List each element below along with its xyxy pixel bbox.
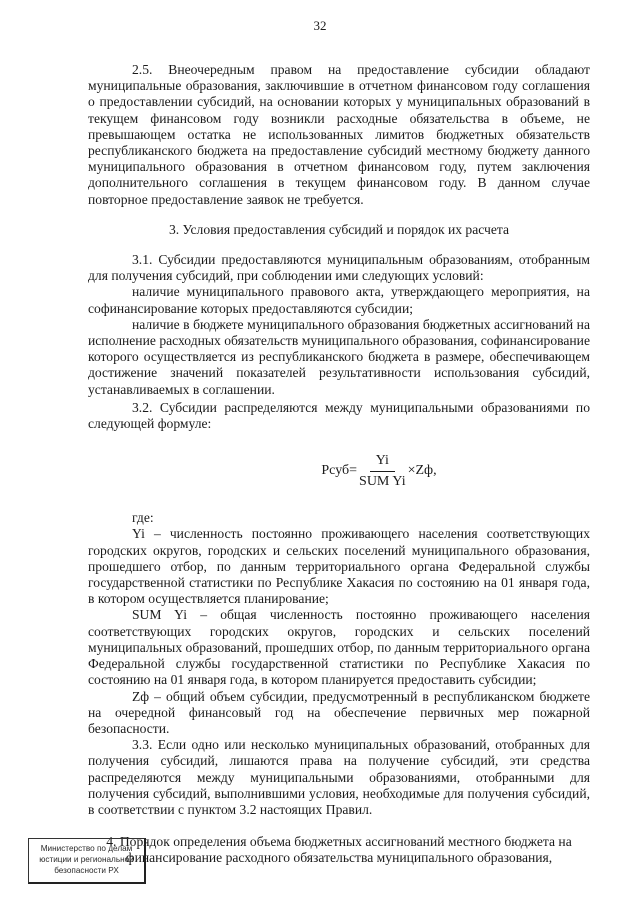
stamp-line-1: Министерство по делам [40,844,133,853]
section-3-heading: 3. Условия предоставления субсидий и порядок их расчета [168,221,510,237]
page-number: 32 [313,18,327,33]
paragraph-2-5: 2.5. Внеочередным правом на предоставление субсидии обладают муниципальные образования, заключившие в отчетном финансовом году соглашения о предоставлении субсидий, на основании которых у муниципальных образований в текущем финансовом году возникли расходные обязательства в объеме, не превышающем остатка не использованных лимитов бюджетных обязательств республиканского бюджета на предоставление субсидий местному бюджету данного муниципального образования в отчетном финансовом году, путем заключения дополнительного соглашения в текущем финансовом году. В данном случае повторное предоставление заявок не требуется. [88,62,590,207]
ministry-stamp [28,838,146,884]
formula-numerator: Yi [370,453,395,472]
paragraph-3-1: 3.1. Субсидии предоставляются муниципальным образованиям, отобранным для получения субсидий, при соблюдении ими следующих условий: [88,252,590,284]
subsidy-formula [168,446,590,496]
condition-1: наличие муниципального правового акта, утверждающего мероприятия, на софинансирование которых предоставляются субсидии; [88,284,590,316]
where-label: где: [132,510,154,526]
stamp-line-3: безопасности РХ [54,866,119,875]
document-body [88,62,590,867]
section-4-heading: 4. Порядок определения объема бюджетных ассигнований местного бюджета на финансирование расходного обязательства муниципального образования, [106,834,572,866]
paragraph-3-2: 3.2. Субсидии распределяются между муниципальными образованиями по следующей формуле: [88,399,590,432]
formula-lhs: Рсуб= [321,463,358,479]
paragraph-3-3: 3.3. Если одно или несколько муниципальных образований, отобранных для получения субсидий, лишаются права на получение субсидий, эти средства распределяются между муниципальными образованиями, отобранными для получения субсидий, выполнившими условия, необходимые для получения субсидий, в соответствии с пунктом 3.2 настоящих Правил. [88,737,590,817]
definition-zf: Zф – общий объем субсидии, предусмотренный в республиканском бюджете на очередной финансовый год на обеспечение первичных мер пожарной безопасности. [88,688,590,736]
formula-fraction [359,453,406,490]
stamp-line-2: юстиции и региональной [39,855,134,864]
formula-rhs: ×Zф, [407,463,437,479]
condition-2: наличие в бюджете муниципального образования бюджетных ассигнований на исполнение расходных обязательств муниципального образования, софинансирование которого осуществляется из республиканского бюджета в размере, обеспечивающем достижение значений показателей результативности использования субсидий, устанавливаемых в соглашении. [88,316,590,397]
formula-denominator: SUM Yi [359,473,406,489]
definition-sum-yi: SUM Yi – общая численность постоянно проживающего населения соответствующих городских округов, городских и сельских поселений муниципальных образований, прошедших отбор, по данным территориального органа Федеральной службы государственной статистики по Республике Хакасия по состоянию на 01 января года, в котором планируется предоставить субсидии; [88,607,590,688]
definition-yi: Yi – численность постоянно проживающего населения соответствующих городских округов, городских и сельских поселений муниципального образования, прошедшего отбор, по данным территориального органа Федеральной службы государственной статистики по Республике Хакасия по состоянию на 01 января года, в котором осуществляется планирование; [88,526,590,607]
